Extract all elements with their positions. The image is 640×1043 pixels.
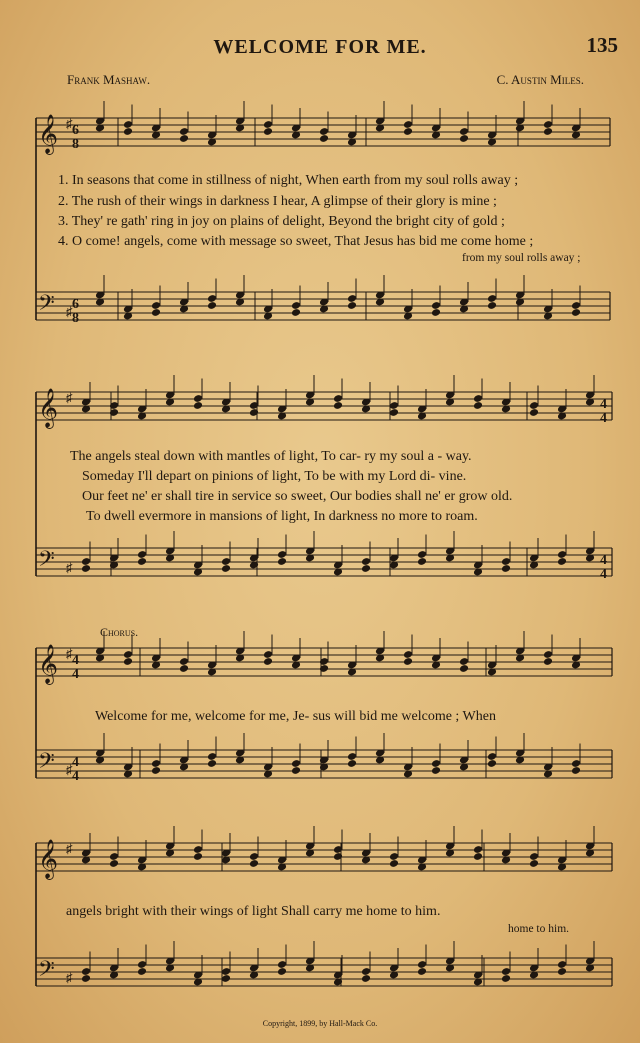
hymn-title: WELCOME FOR ME. (213, 36, 427, 58)
note-head (347, 759, 357, 768)
verse-line-3: 3. They' re gath' ring in joy on plains of delight, Beyond the bright city of gold ; (58, 214, 505, 229)
note-head (459, 664, 469, 673)
note-head (109, 859, 119, 868)
note-head (137, 557, 147, 566)
treble-clef-icon: 𝄞 (38, 644, 59, 684)
chorus-alt-ending: home to him. (508, 923, 570, 935)
time-signature-bottom: 4 (600, 411, 607, 426)
bass-clef-icon: 𝄢 (38, 749, 55, 779)
sharp-icon: ♯ (66, 646, 73, 661)
note-head (277, 967, 287, 976)
note-head (263, 127, 273, 136)
time-signature-top: 6 (72, 123, 79, 138)
verse-b-line-2: Someday I'll depart on pinions of light, To be with my Lord di- vine. (82, 469, 467, 484)
note-head (501, 564, 511, 573)
note-head (501, 974, 511, 983)
note-head (403, 657, 413, 666)
note-head (221, 564, 231, 573)
note-head (557, 557, 567, 566)
time-signature-top: 4 (72, 755, 79, 770)
verse-line-4: 4. O come! angels, come with message so sweet, That Jesus has bid me come home ; (58, 234, 534, 249)
treble-clef-icon: 𝄞 (38, 839, 59, 879)
time-signature-top: 4 (72, 653, 79, 668)
chorus-line-1: Welcome for me, welcome for me, Je- sus will bid me welcome ; When (95, 709, 496, 724)
note-head (487, 759, 497, 768)
time-signature-bottom: 8 (72, 137, 79, 152)
time-signature-top: 4 (600, 397, 607, 412)
composer-credit: C. Austin Miles. (496, 72, 584, 87)
time-signature-bottom: 8 (72, 311, 79, 326)
note-head (473, 852, 483, 861)
lyricist-credit: Frank Mashaw. (67, 72, 151, 87)
note-head (81, 974, 91, 983)
note-head (543, 657, 553, 666)
note-head (151, 308, 161, 317)
note-head (459, 134, 469, 143)
time-signature-top: 6 (72, 297, 79, 312)
sharp-icon: ♯ (66, 560, 73, 575)
note-head (529, 859, 539, 868)
note-head (361, 564, 371, 573)
note-head (277, 557, 287, 566)
note-head (361, 974, 371, 983)
treble-clef-icon: 𝄞 (38, 388, 59, 428)
note-head (193, 852, 203, 861)
bass-clef-icon: 𝄢 (38, 291, 55, 321)
note-head (207, 759, 217, 768)
time-signature-bottom: 4 (72, 769, 79, 784)
time-signature-top: 4 (600, 553, 607, 568)
verse-b-line-3: Our feet ne' er shall tire in service so sweet, Our bodies shall ne' er grow old. (82, 489, 513, 504)
note-head (123, 127, 133, 136)
verse-line-2: 2. The rush of their wings in darkness I hear, A glimpse of their glory is mine ; (58, 194, 497, 209)
note-head (109, 408, 119, 417)
note-head (263, 657, 273, 666)
note-head (249, 408, 259, 417)
note-head (81, 564, 91, 573)
sharp-icon: ♯ (66, 116, 73, 131)
note-head (571, 308, 581, 317)
verse-line-1: 1. In seasons that come in stillness of night, When earth from my soul rolls away ; (58, 173, 519, 188)
verse-b-line-1: The angels steal down with mantles of light, To car- ry my soul a - way. (70, 449, 472, 464)
bass-clef-icon: 𝄢 (38, 547, 55, 577)
sharp-icon: ♯ (66, 762, 73, 777)
note-head (389, 859, 399, 868)
note-head (179, 134, 189, 143)
note-head (543, 127, 553, 136)
note-head (347, 301, 357, 310)
note-head (319, 134, 329, 143)
note-head (431, 766, 441, 775)
note-head (123, 657, 133, 666)
bass-clef-icon: 𝄢 (38, 957, 55, 987)
note-head (193, 401, 203, 410)
sharp-icon: ♯ (66, 304, 73, 319)
note-head (333, 852, 343, 861)
note-head (473, 401, 483, 410)
note-head (571, 766, 581, 775)
note-head (403, 127, 413, 136)
time-signature-bottom: 4 (600, 567, 607, 582)
page-number: 135 (586, 33, 618, 57)
note-head (557, 967, 567, 976)
note-head (291, 766, 301, 775)
note-head (249, 859, 259, 868)
note-head (137, 967, 147, 976)
note-head (417, 967, 427, 976)
alt-ending-text: from my soul rolls away ; (462, 252, 581, 264)
time-signature-bottom: 4 (72, 667, 79, 682)
note-head (431, 308, 441, 317)
verse-b-line-4: To dwell evermore in mansions of light, In darkness no more to roam. (86, 509, 478, 524)
note-head (529, 408, 539, 417)
treble-clef-icon: 𝄞 (38, 114, 59, 154)
note-head (291, 308, 301, 317)
copyright-notice: Copyright, 1899, by Hall-Mack Co. (262, 1019, 378, 1028)
chorus-line-2: angels bright with their wings of light Shall carry me home to him. (66, 904, 441, 919)
note-head (319, 664, 329, 673)
note-head (333, 401, 343, 410)
note-head (487, 301, 497, 310)
sharp-icon: ♯ (66, 841, 73, 856)
note-head (151, 766, 161, 775)
sharp-icon: ♯ (66, 390, 73, 405)
sharp-icon: ♯ (66, 970, 73, 985)
note-head (417, 557, 427, 566)
note-head (207, 301, 217, 310)
note-head (179, 664, 189, 673)
chorus-label: Chorus. (100, 625, 139, 639)
